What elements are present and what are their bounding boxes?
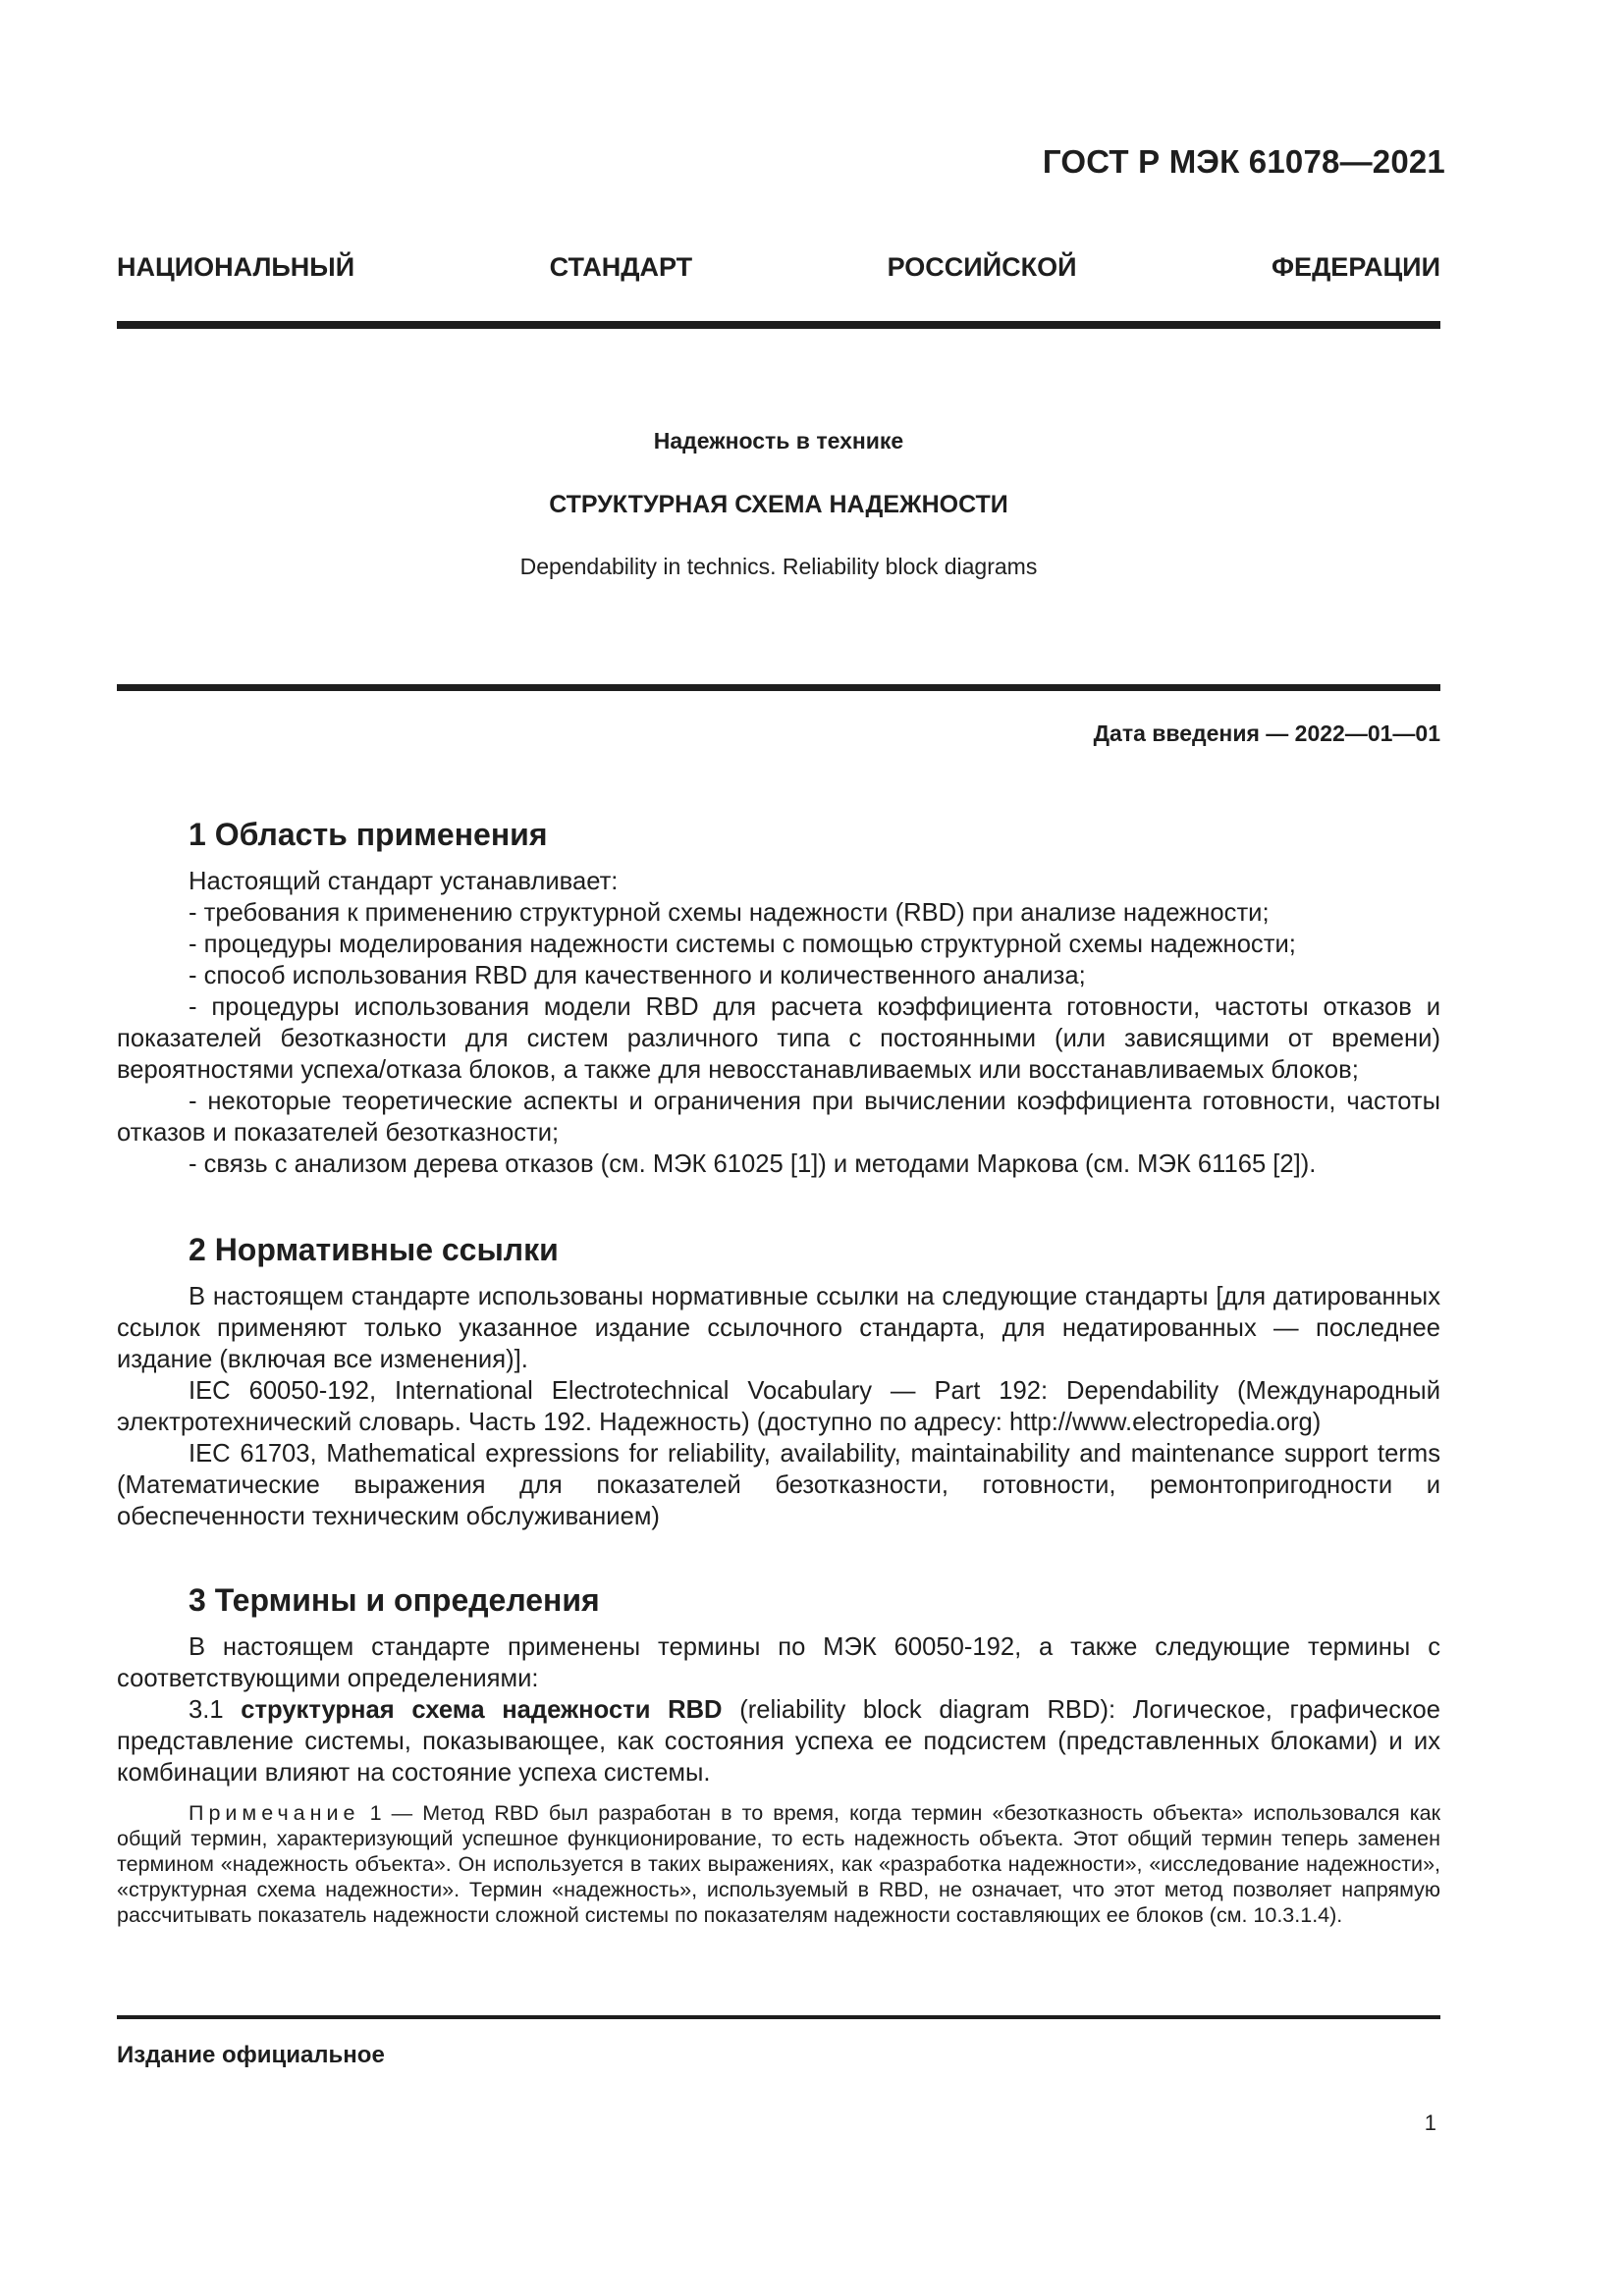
term-name: структурная схема надежности RBD [241,1696,723,1724]
introduction-date: Дата введения — 2022—01—01 [1093,721,1440,746]
section-heading: 3 Термины и определения [189,1582,600,1618]
term-definition [117,1694,1440,1789]
footer-divider [117,2015,1440,2019]
banner-word: СТАНДАРТ [549,252,693,282]
reference-entry: IEC 61703, Mathematical expressions for reliability, availability, maintainability and maintenance support terms (Математические выражения для показателей безотказности, готовности, ремонтопригодности и обеспеченности техническим обслуживанием) [117,1440,1440,1530]
note-label: Примечание [189,1801,360,1825]
note-text: 1 — Метод RBD был разработан в то время, когда термин «безотказность объекта» использовался как общий термин, характеризующий успешное функционирование, то есть надежность объекта. Этот общий термин теперь заменен термином «надежность объекта». Он используется в таких выражениях, как «разработка надежности», «исследование надежности», «структурная схема надежности». Термин «надежность», используемый в RBD, не означает, что этот метод позволяет напрямую рассчитывать показатель надежности сложной системы по показателям надежности составляющих ее блоков (см. 10.3.1.4). [117,1801,1440,1927]
list-item: - процедуры использования модели RBD для расчета коэффициента готовности, частоты отказов и показателей безотказности для систем различного типа с постоянными (или зависящими от времени) вероятностями успеха/отказа блоков, а также для невосстанавливаемых или восстанавливаемых блоков; [117,993,1440,1084]
paragraph: Настоящий стандарт устанавливает: [189,868,619,895]
national-standard-banner [117,252,1440,283]
list-item: - некоторые теоретические аспекты и ограничения при вычислении коэффициента готовности, частоты отказов и показателей безотказности; [117,1088,1440,1147]
title-divider [117,684,1440,691]
section-terms [117,1580,1440,1928]
reference-entry: IEC 60050-192, International Electrotechnical Vocabulary — Part 192: Dependability (Международный электротехнический словарь. Часть 192. Надежность) (доступно по адресу: http://www.electropedia.org) [117,1377,1440,1436]
standard-title: СТРУКТУРНАЯ СХЕМА НАДЕЖНОСТИ [549,491,1008,518]
list-item: - требования к применению структурной схемы надежности (RBD) при анализе надежности; [189,899,1270,927]
section-heading: 2 Нормативные ссылки [189,1232,559,1267]
subject-heading: Надежность в технике [653,428,904,454]
section-scope [117,815,1440,1180]
banner-word: НАЦИОНАЛЬНЫЙ [117,252,355,282]
note [117,1800,1440,1928]
page-number: 1 [1424,2110,1436,2135]
edition-label: Издание официальное [117,2042,385,2068]
document-code: ГОСТ Р МЭК 61078—2021 [1042,143,1445,180]
term-text: (reliability block diagram RBD): Логическое, графическое представление системы, показывающее, как состояния успеха ее подсистем (представленных блоками) и их комбинации влияют на состояние успеха системы. [117,1696,1440,1787]
list-item: - процедуры моделирования надежности системы с помощью структурной схемы надежности; [189,931,1296,958]
section-normative-references [117,1230,1440,1532]
standard-title-english: Dependability in technics. Reliability block diagrams [519,554,1038,579]
list-item: - способ использования RBD для качественного и количественного анализа; [189,962,1086,989]
paragraph: В настоящем стандарте применены термины по МЭК 60050-192, а также следующие термины с соответствующими определениями: [117,1633,1440,1692]
section-heading: 1 Область применения [189,817,548,852]
paragraph: В настоящем стандарте использованы нормативные ссылки на следующие стандарты [для датированных ссылок применяют только указанное издание ссылочного стандарта, для недатированных — последнее издание (включая все изменения)]. [117,1283,1440,1373]
term-number: 3.1 [189,1696,224,1724]
banner-word: РОССИЙСКОЙ [887,252,1077,282]
top-divider [117,321,1440,329]
list-item: - связь с анализом дерева отказов (см. МЭК 61025 [1]) и методами Маркова (см. МЭК 61165 [2]). [189,1150,1317,1178]
banner-word: ФЕДЕРАЦИИ [1272,252,1440,282]
